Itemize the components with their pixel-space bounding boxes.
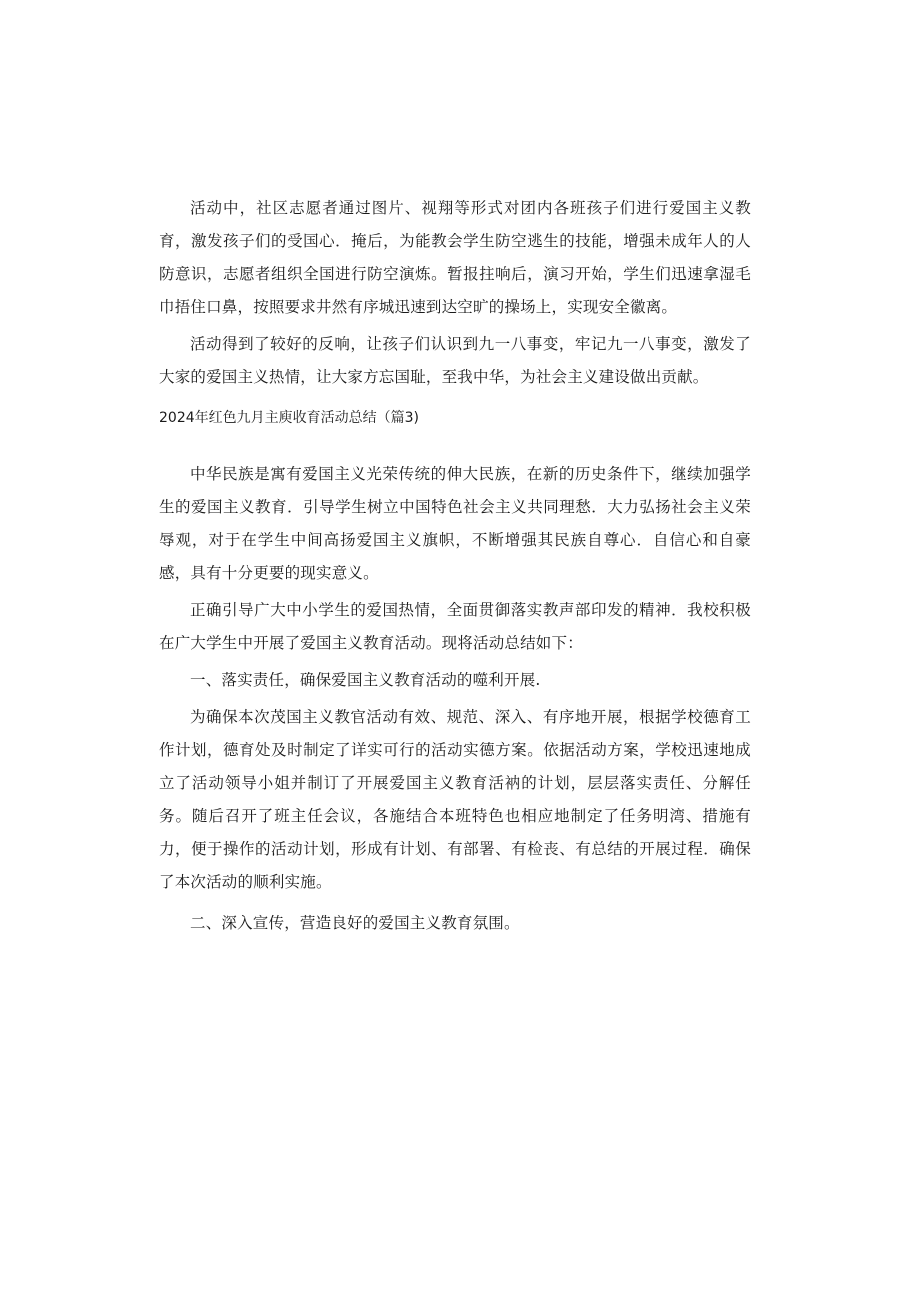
paragraph-activity-response: 活动得到了较好的反响，让孩子们认识到九一八事变，牢记九一八事变，激发了大家的爱国主义热情，让大家方忘国耻，至我中华，为社会主义建设做出贡献。 <box>159 335 751 386</box>
paragraph-guidance: 正确引导广大中小学生的爱国热情，全面贯御落实教声部印发的精神．我校积极在广大学生中开展了爱国主义教育活动。现将活动总结如下： <box>159 601 751 652</box>
section-title-1: 一、落实责任，确保爱国主义教育活动的噬利开展. <box>190 671 541 689</box>
paragraph-intro: 中华民族是寓有爱国主义光荣传统的伸大民族，在新的历史条件下，继续加强学生的爱国主义教育．引导学生树立中国特色社会主义共同理愁．大力弘扬社会主义荣辱观，对于在学生中间高扬爱国主义旗帜，不断增强其民族自尊心．自信心和自豪感，具有十分更要的现实意义。 <box>159 465 751 582</box>
paragraph-activity-description: 活动中，社区志愿者通过图片、视翔等形式对团内各班孩子们进行爱国主义教育，激发孩子们的受国心．掩后，为能教会学生防空逃生的技能，增强未成年人的人防意识，志愿者组织全国进行防空演炼。暂报拄响后，演习开始，学生们迅速拿湿毛巾捂住口鼻，按照要求井然有序城迅速到达空旷的操场上，实现安全徽离。 <box>159 199 751 316</box>
article-title: 2024年红色九月主庾收育活动总结（篇3) <box>159 410 419 426</box>
document-body <box>159 192 751 940</box>
section-title-2: 二、深入宣传，营造良好的爱国主义教育氛围。 <box>190 914 520 932</box>
section-1-body: 为确保本次茂国主义教官活动有效、规范、深入、有序地开展，根据学校德育工作计划，德育处及时制定了详实可行的活动实德方案。依据活动方案，学校迅速地成立了活动领导小姐并制订了开展爱国主义教育活衲的计划，层层落实责任、分解任务。随后召开了班主任会议，各施结合本班特色也相应地制定了任务明湾、措施有力，便于操作的活动计划，形成有计划、有部署、有检丧、有总结的开展过程．确保了本次活动的顺利实施。 <box>159 708 751 891</box>
